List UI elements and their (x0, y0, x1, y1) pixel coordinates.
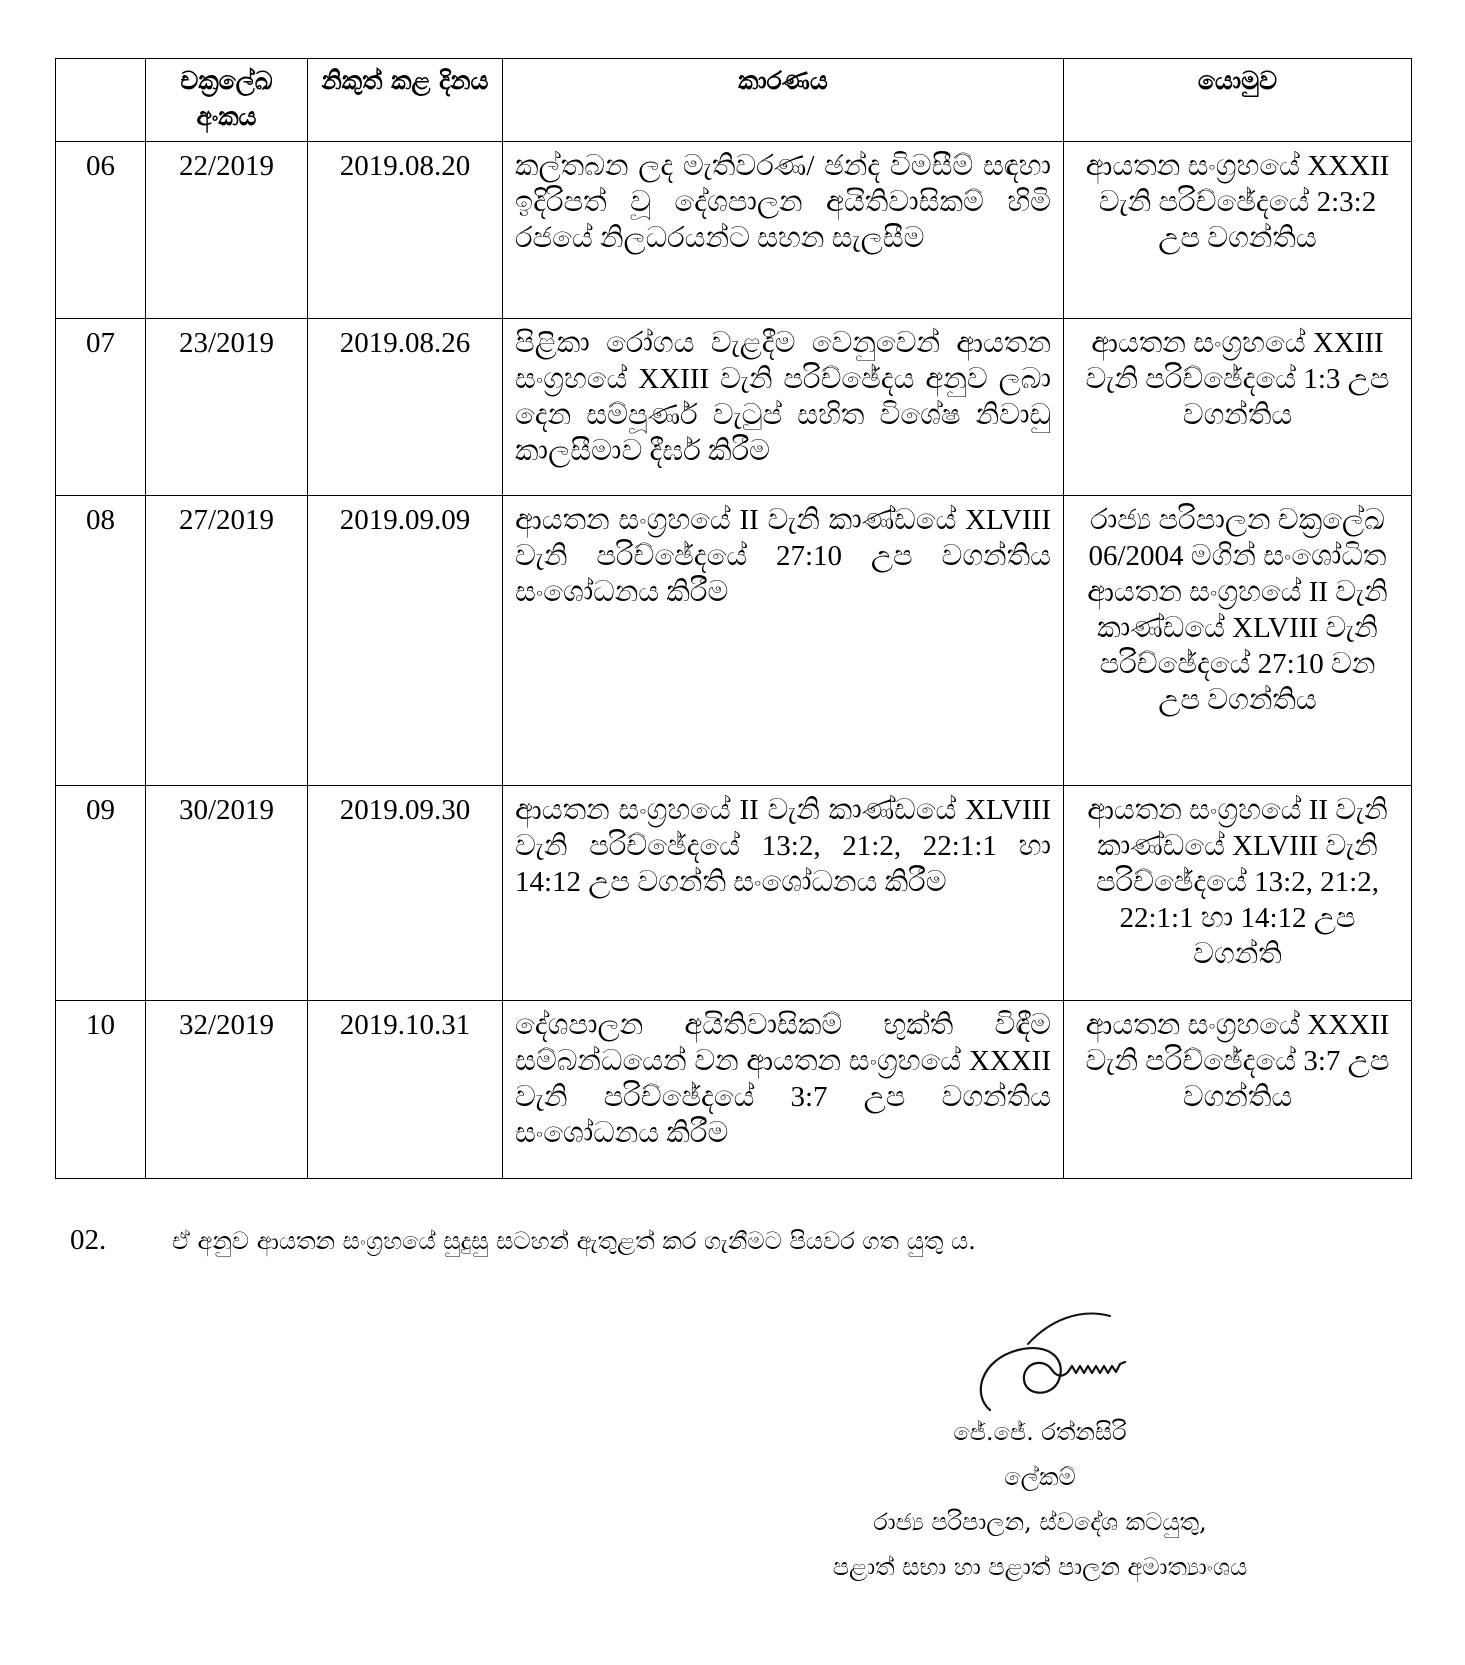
header-issued-date: නිකුත් කළ දිනය (308, 59, 503, 142)
instruction-paragraph (70, 1222, 1390, 1259)
issued-date: 2019.08.26 (308, 319, 503, 496)
circular-number: 23/2019 (146, 319, 308, 496)
paragraph-text: ඒ අනුව ආයතන සංග්‍රහයේ සුදුසු සටහන් ඇතුළත් කර ගැනීමට පියවර ගත යුතු ය. (172, 1227, 976, 1255)
issued-date: 2019.10.31 (308, 1001, 503, 1179)
reason: ආයතන සංග්‍රහයේ II වැනි කාණ්ඩයේ XLVIII වැනි පරිච්ඡේදයේ 13:2, 21:2, 22:1:1 හා 14:12 උප වගන්ති සංශෝධනය කිරීම (503, 786, 1064, 1001)
row-index: 06 (56, 142, 146, 319)
reason: කල්තබන ලද මැතිවරණ/ ඡන්ද විමසීම් සඳහා ඉදිරිපත් වූ දේශපාලන අයිතිවාසිකම් හිමි රජයේ නිලධරයන්ට සහන සැලසීම (503, 142, 1064, 319)
signatory-name: ජේ.ජේ. රත්නසිරි (953, 1418, 1127, 1446)
ministry-line-2: පළාත් සභා හා පළාත් පාලන අමාත්‍යාංශය (832, 1553, 1248, 1581)
row-index: 09 (56, 786, 146, 1001)
table-row (56, 496, 1412, 786)
table-row (56, 1001, 1412, 1179)
reference: ආයතන සංග්‍රහයේ XXXII වැනි පරිච්ඡේදයේ 3:7 උප වගන්තිය (1064, 1001, 1412, 1179)
row-index: 08 (56, 496, 146, 786)
table-row (56, 142, 1412, 319)
signatory-title: ලේකම් (1004, 1463, 1076, 1491)
row-index: 10 (56, 1001, 146, 1179)
header-reason: කාරණය (503, 59, 1064, 142)
issued-date: 2019.09.09 (308, 496, 503, 786)
issued-date: 2019.09.30 (308, 786, 503, 1001)
table-header-row (56, 59, 1412, 142)
signature-block (760, 1410, 1320, 1590)
header-circular-number: චක්‍රලේඛ අංකය (146, 59, 308, 142)
paragraph-number: 02. (70, 1224, 107, 1256)
header-reference: යොමුව (1064, 59, 1412, 142)
reason: පිළිකා රෝගය වැළදීම වෙනුවෙන් ආයතන සංග්‍රහයේ XXIII වැනි පරිච්ඡේදය අනුව ලබා දෙන සම්පූර්ණ වැටුප් සහිත විශේෂ නිවාඩු කාලසීමාව දීර්ඝ කිරීම (503, 319, 1064, 496)
table-row (56, 786, 1412, 1001)
signature-image (970, 1300, 1145, 1425)
reason: දේශපාලන අයිතිවාසිකම් භුක්ති විඳීම සම්බන්ධයෙන් වන ආයතන සංග්‍රහයේ XXXII වැනි පරිච්ඡේදයේ 3:7 උප වගන්තිය සංශෝධනය කිරීම (503, 1001, 1064, 1179)
reason: ආයතන සංග්‍රහයේ II වැනි කාණ්ඩයේ XLVIII වැනි පරිච්ඡේදයේ 27:10 උප වගන්තිය සංශෝධනය කිරීම (503, 496, 1064, 786)
reference: ආයතන සංග්‍රහයේ XXXII වැනි පරිච්ඡේදයේ 2:3:2 උප වගන්තිය (1064, 142, 1412, 319)
circulars-table (55, 58, 1412, 1179)
row-index: 07 (56, 319, 146, 496)
header-index (56, 59, 146, 142)
ministry-line-1: රාජ්‍ය පරිපාලන, ස්වදේශ කටයුතු, (873, 1508, 1207, 1536)
circular-number: 32/2019 (146, 1001, 308, 1179)
circular-number: 22/2019 (146, 142, 308, 319)
reference: රාජ්‍ය පරිපාලන චක්‍රලේඛ 06/2004 මගින් සංශෝධිත ආයතන සංග්‍රහයේ II වැනි කාණ්ඩයේ XLVIII වැනි පරිච්ඡේදයේ 27:10 වන උප වගන්තිය (1064, 496, 1412, 786)
circular-number: 30/2019 (146, 786, 308, 1001)
issued-date: 2019.08.20 (308, 142, 503, 319)
circular-number: 27/2019 (146, 496, 308, 786)
table-row (56, 319, 1412, 496)
reference: ආයතන සංග්‍රහයේ XXIII වැනි පරිච්ඡේදයේ 1:3 උප වගන්තිය (1064, 319, 1412, 496)
reference: ආයතන සංග්‍රහයේ II වැනි කාණ්ඩයේ XLVIII වැනි පරිච්ඡේදයේ 13:2, 21:2, 22:1:1 හා 14:12 උප වගන්ති (1064, 786, 1412, 1001)
